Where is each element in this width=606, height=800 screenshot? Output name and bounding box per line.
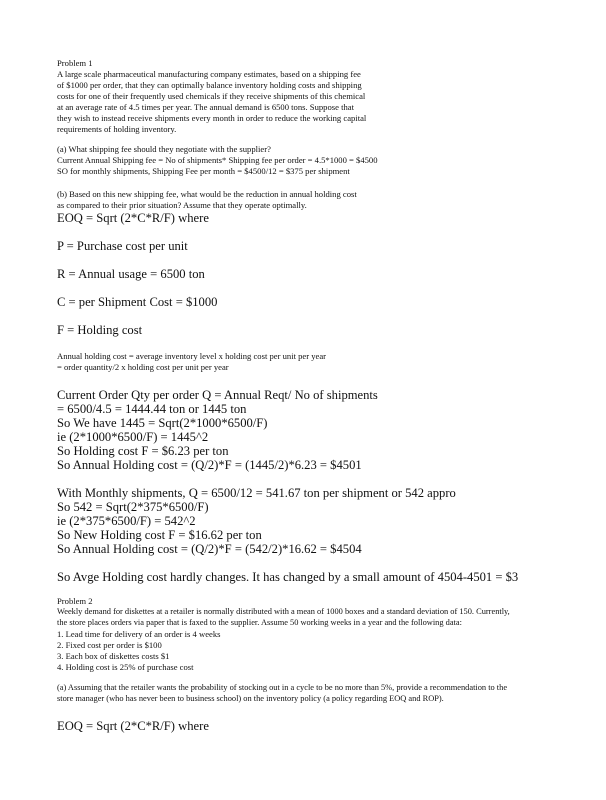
definition-f: F = Holding cost — [57, 323, 143, 337]
conclusion: So Avge Holding cost hardly changes. It has changed by a small amount of 4504-4501 = $3 — [57, 570, 519, 584]
eoq-formula: EOQ = Sqrt (2*C*R/F) where — [57, 211, 209, 225]
part-b-question: (b) Based on this new shipping fee, what would be the reduction in annual holding cost — [57, 189, 357, 199]
part-b-question: as compared to their prior situation? Assume that they operate optimally. — [57, 200, 307, 210]
definition-c: C = per Shipment Cost = $1000 — [57, 295, 218, 309]
holding-cost-note: = order quantity/2 x holding cost per unit per year — [57, 362, 229, 372]
monthly-calc-line: So Annual Holding cost = (Q/2)*F = (542/2)*16.62 = $4504 — [57, 542, 362, 556]
definition-r: R = Annual usage = 6500 ton — [57, 267, 205, 281]
problem1-intro-line: costs for one of their frequently used chemicals if they receive shipments of this chemical — [57, 91, 366, 101]
problem2-list-item: 4. Holding cost is 25% of purchase cost — [57, 662, 194, 672]
problem1-intro-line: A large scale pharmaceutical manufacturing company estimates, based on a shipping fee — [57, 69, 361, 79]
part-a-question: (a) What shipping fee should they negotiate with the supplier? — [57, 144, 271, 154]
problem1-intro-line: of $1000 per order, that they can optimally balance inventory holding costs and shipping — [57, 80, 362, 90]
problem1-intro-line: they wish to instead receive shipments every month in order to reduce the working capital — [57, 113, 367, 123]
problem2-eoq-formula: EOQ = Sqrt (2*C*R/F) where — [57, 719, 209, 733]
monthly-calc-line: With Monthly shipments, Q = 6500/12 = 541.67 ton per shipment or 542 appro — [57, 486, 456, 500]
problem1-intro-line: requirements of holding inventory. — [57, 124, 177, 134]
problem2-list-item: 2. Fixed cost per order is $100 — [57, 640, 162, 650]
problem1-heading: Problem 1 — [57, 58, 93, 68]
current-calc-line: So We have 1445 = Sqrt(2*1000*6500/F) — [57, 416, 268, 430]
problem2-part-a-question: (a) Assuming that the retailer wants the probability of stocking out in a cycle to be no more than 5%, provide a recommendation to the — [57, 683, 508, 692]
monthly-calc-line: So New Holding cost F = $16.62 per ton — [57, 528, 262, 542]
holding-cost-note: Annual holding cost = average inventory level x holding cost per unit per year — [57, 351, 327, 361]
current-calc-line: ie (2*1000*6500/F) = 1445^2 — [57, 430, 209, 444]
current-calc-line: = 6500/4.5 = 1444.44 ton or 1445 ton — [57, 402, 247, 416]
current-calc-line: Current Order Qty per order Q = Annual Reqt/ No of shipments — [57, 388, 378, 402]
monthly-calc-line: ie (2*375*6500/F) = 542^2 — [57, 514, 196, 528]
problem2-list-item: 1. Lead time for delivery of an order is 4 weeks — [57, 629, 221, 639]
current-calc-line: So Holding cost F = $6.23 per ton — [57, 444, 229, 458]
part-a-answer-line: SO for monthly shipments, Shipping Fee per month = $4500/12 = $375 per shipment — [57, 166, 350, 176]
problem2-intro-line: the store places orders via paper that is faxed to the supplier. Assume 50 working weeks in a year and the following data: — [57, 618, 462, 627]
current-calc-line: So Annual Holding cost = (Q/2)*F = (1445/2)*6.23 = $4501 — [57, 458, 362, 472]
monthly-calc-line: So 542 = Sqrt(2*375*6500/F) — [57, 500, 209, 514]
problem2-list-item: 3. Each box of diskettes costs $1 — [57, 651, 170, 661]
problem2-intro-line: Weekly demand for diskettes at a retailer is normally distributed with a mean of 1000 boxes and a standard deviation of 150. Currently, — [57, 607, 510, 616]
problem2-heading: Problem 2 — [57, 596, 93, 606]
problem2-part-a-question: store manager (who has never been to business school) on the inventory policy (a policy regarding EOQ and ROP). — [57, 694, 444, 703]
definition-p: P = Purchase cost per unit — [57, 239, 188, 253]
problem1-intro-line: at an average rate of 4.5 times per year. The annual demand is 6500 tons. Suppose that — [57, 102, 354, 112]
part-a-answer-line: Current Annual Shipping fee = No of shipments* Shipping fee per order = 4.5*1000 = $4500 — [57, 155, 378, 165]
